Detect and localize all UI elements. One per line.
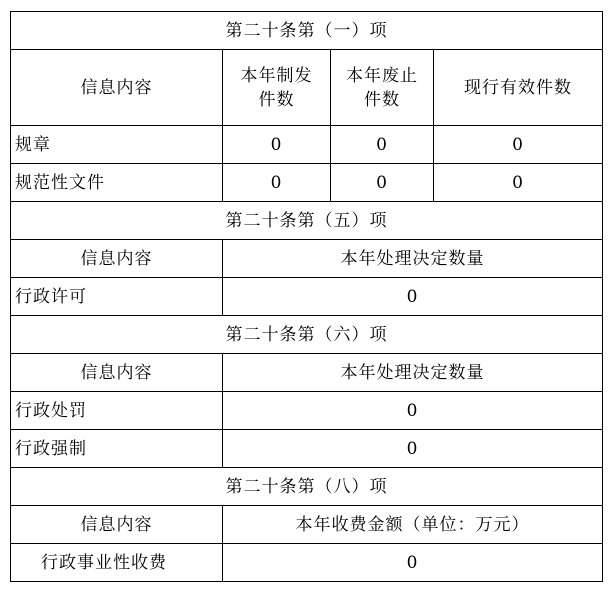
row-issued-value: 0 [223,164,331,202]
table-row [11,126,603,164]
row-issued-value: 0 [223,126,331,164]
row-abolished-value: 0 [331,126,434,164]
section-title-row [11,202,603,240]
header-issued-line2: 件数 [258,89,295,110]
header-issued-count [223,50,331,126]
row-label: 规章 [11,126,223,164]
row-value: 0 [223,544,603,582]
table-row [11,164,603,202]
table-row [11,544,603,582]
table-header-row [11,240,603,278]
disclosure-table [10,11,603,582]
section-title: 第二十条第（八）项 [11,468,603,506]
row-label: 规范性文件 [11,164,223,202]
section-title: 第二十条第（五）项 [11,202,603,240]
header-abolished-line1: 本年废止 [346,65,418,86]
row-value: 0 [223,278,603,316]
table-header-row [11,506,603,544]
row-label: 行政事业性收费 [11,544,223,582]
section-title-row [11,468,603,506]
header-decision-count: 本年处理决定数量 [223,354,603,392]
table-header-row [11,354,603,392]
header-info-content: 信息内容 [11,506,223,544]
header-info-content: 信息内容 [11,50,223,126]
row-label: 行政许可 [11,278,223,316]
header-valid-count: 现行有效件数 [434,50,603,126]
row-abolished-value: 0 [331,164,434,202]
row-label: 行政强制 [11,430,223,468]
section-title-row [11,12,603,50]
row-valid-value: 0 [434,164,603,202]
header-fee-amount: 本年收费金额（单位：万元） [223,506,603,544]
row-value: 0 [223,430,603,468]
header-info-content: 信息内容 [11,240,223,278]
section-title: 第二十条第（六）项 [11,316,603,354]
section-title-row [11,316,603,354]
header-issued-line1: 本年制发 [240,65,313,86]
header-decision-count: 本年处理决定数量 [223,240,603,278]
header-info-content: 信息内容 [11,354,223,392]
table-row [11,278,603,316]
row-valid-value: 0 [434,126,603,164]
table-header-row [11,50,603,126]
table-row [11,392,603,430]
table-row [11,430,603,468]
header-abolished-count [331,50,434,126]
row-value: 0 [223,392,603,430]
header-abolished-line2: 件数 [364,89,400,110]
row-label: 行政处罚 [11,392,223,430]
section-title: 第二十条第（一）项 [11,12,603,50]
